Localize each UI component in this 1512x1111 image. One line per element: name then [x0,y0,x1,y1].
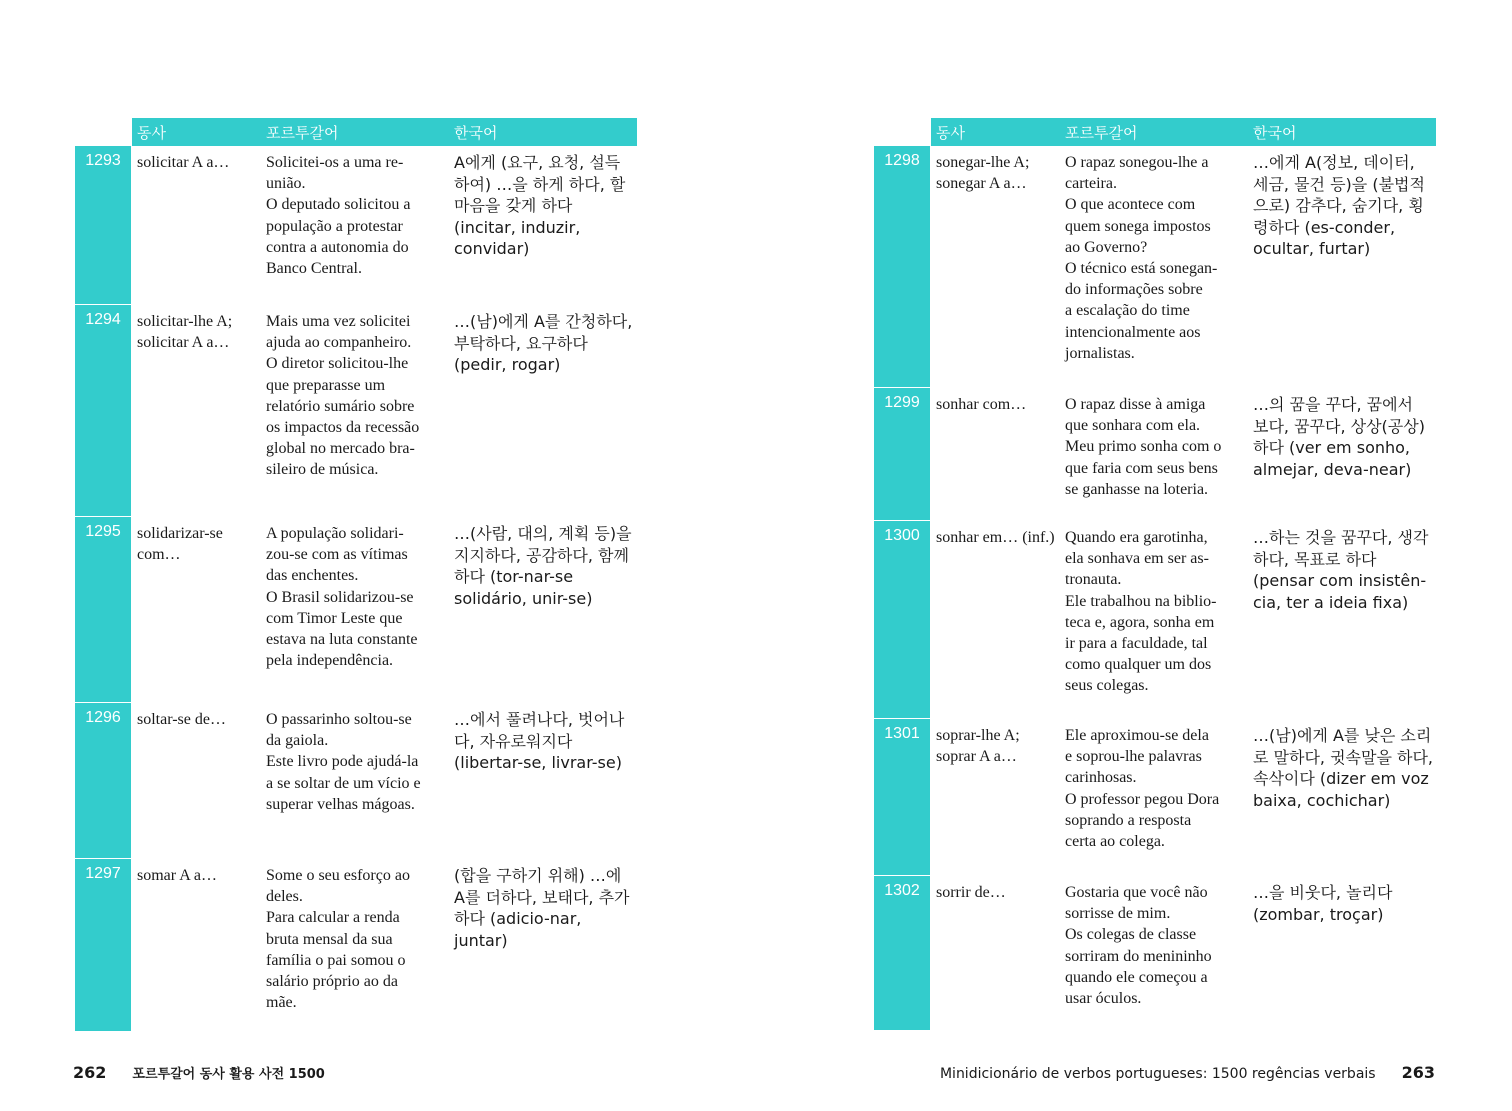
entry-examples [266,311,444,481]
entry-verb: sonhar em… (inf.) [936,529,1055,546]
example-line: contra a autonomia do [266,238,409,256]
example-line: ela sonhava em ser as- [1065,550,1209,568]
example-line: A população solidari- [266,525,404,542]
example-line: população a protestar [266,217,403,235]
example-line: pela independência. [266,652,394,670]
example-line: da gaiola. [266,732,329,750]
example-line: intencionalmente aos [1065,323,1201,341]
example-line: seus colegas. [1065,677,1149,695]
entry-korean: …(사람, 대의, 계획 등)을 지지하다, 공감하다, 함께 하다 (tor-nar-se solidário, unir-se) [454,524,632,608]
example-line: soprando a resposta [1065,811,1192,829]
entry-examples [266,152,444,279]
entry-examples [1065,152,1243,364]
entry-verb: sonhar com… [936,396,1027,413]
example-line: Os colegas de classe [1065,926,1197,944]
example-line: deles. [266,888,303,906]
example-line: Quando era garotinha, [1065,529,1208,546]
entry-list [75,146,637,1031]
example-line: zou-se com as vítimas [266,546,408,564]
entry-number: 1294 [75,305,131,516]
example-line: que faria com seus bens [1065,459,1218,477]
example-line: certa ao colega. [1065,833,1165,851]
example-line: como qualquer um dos [1065,656,1212,674]
example-line: união. [266,175,306,193]
entry-verb: somar A a… [137,867,217,884]
example-line: bruta mensal da sua [266,930,393,948]
table-header [75,118,637,146]
example-line: carteira. [1065,175,1117,193]
entry-korean: …(남)에게 A를 낮은 소리로 말하다, 귓속말을 하다, 속삭이다 (dizer em voz baixa, cochichar) [1253,726,1433,810]
entry-examples [266,709,444,815]
entry-row [874,146,1436,387]
example-line: Ele trabalhou na biblio- [1065,592,1217,610]
page-number: 262 [73,1063,107,1082]
example-line: a se soltar de um vício e [266,774,421,792]
entry-korean: …하는 것을 꿈꾸다, 생각하다, 목표로 하다 (pensar com insistên-cia, ter a ideia fixa) [1253,528,1429,612]
example-line: usar óculos. [1065,990,1142,1008]
entry-number: 1296 [75,703,131,858]
entry-verb: sorrir de… [936,884,1006,901]
entry-row [874,719,1436,875]
entry-verb: soltar-se de… [137,711,226,728]
example-line: do informações sobre [1065,281,1203,299]
entry-examples [266,523,444,671]
example-line: O Brasil solidarizou-se [266,588,414,606]
header-bar [931,118,1436,146]
right-page [874,118,1436,1030]
example-line: Some o seu esforço ao [266,867,410,884]
example-line: sileiro de música. [266,461,379,479]
right-footer [940,1063,1435,1082]
entry-examples [1065,882,1243,1009]
entry-number: 1302 [874,876,930,1030]
example-line: O rapaz sonegou-lhe a [1065,154,1209,171]
entry-verb: solidarizar-se com… [137,525,223,564]
entry-korean: …의 꿈을 꾸다, 꿈에서 보다, 꿈꾸다, 상상(공상)하다 (ver em sonho, almejar, deva-near) [1253,395,1425,479]
example-line: O técnico está sonegan- [1065,260,1218,278]
entry-examples [1065,394,1243,500]
table-header [874,118,1436,146]
example-line: estava na luta constante [266,631,418,649]
entry-list [874,146,1436,1030]
example-line: sorriram do menininho [1065,947,1212,965]
example-line: Solicitei-os a uma re- [266,154,404,171]
example-line: Meu primo sonha com o [1065,438,1222,456]
example-line: ajuda ao companheiro. [266,334,412,352]
entry-row [75,517,637,702]
example-line: O passarinho soltou-se [266,711,412,728]
entry-examples [1065,527,1243,697]
entry-number: 1297 [75,859,131,1031]
entry-examples [1065,725,1243,852]
entry-row [75,703,637,858]
entry-korean: …(남)에게 A를 간청하다, 부탁하다, 요구하다 (pedir, rogar) [454,312,633,374]
example-line: O diretor solicitou-lhe [266,355,409,373]
header-verb: 동사 [936,124,965,142]
example-line: O que acontece com [1065,196,1196,214]
example-line: tronauta. [1065,571,1122,589]
example-line: Para calcular a renda [266,909,400,927]
example-line: e soprou-lhe palavras [1065,748,1202,766]
example-line: superar velhas mágoas. [266,795,415,813]
book-title: Minidicionário de verbos portugueses: 1500 regências verbais [939,1066,1376,1082]
example-line: O deputado solicitou a [266,196,411,214]
entry-examples [266,865,444,1013]
entry-verb: solicitar A a… [137,154,230,171]
entry-row [874,876,1436,1030]
example-line: quem sonega impostos [1065,217,1211,235]
entry-number: 1300 [874,521,930,718]
example-line: com Timor Leste que [266,609,403,627]
example-line: Gostaria que você não [1065,884,1208,901]
example-line: Banco Central. [266,260,362,278]
left-footer [73,1063,325,1082]
page-number: 263 [1401,1063,1435,1082]
entry-korean: …에게 A(정보, 데이터, 세금, 물건 등)을 (불법적으로) 감추다, 숨기다, 횡령하다 (es-conder, ocultar, furtar) [1253,153,1425,258]
example-line: que preparasse um [266,376,386,394]
entry-number: 1301 [874,719,930,875]
example-line: família o pai somou o [266,951,406,969]
example-line: global no mercado bra- [266,440,415,458]
entry-row [75,305,637,516]
entry-row [75,146,637,304]
entry-korean: …을 비웃다, 놀리다 (zombar, troçar) [1253,883,1393,924]
example-line: Mais uma vez solicitei [266,313,411,330]
header-portuguese: 포르투갈어 [1065,124,1138,142]
example-line: mãe. [266,994,297,1012]
entry-number: 1299 [874,388,930,520]
example-line: a escalação do time [1065,302,1190,320]
header-portuguese: 포르투갈어 [266,124,339,142]
entry-verb: soprar-lhe A; soprar A a… [936,727,1020,766]
entry-korean: (합을 구하기 위해) …에 A를 더하다, 보태다, 추가하다 (adicio-nar, juntar) [454,866,630,950]
entry-row [874,521,1436,718]
header-verb: 동사 [137,124,166,142]
header-korean: 한국어 [1253,124,1297,142]
example-line: das enchentes. [266,567,359,585]
example-line: jornalistas. [1065,344,1135,362]
example-line: O rapaz disse à amiga [1065,396,1206,413]
example-line: Ele aproximou-se dela [1065,727,1209,744]
entry-number: 1298 [874,146,930,387]
example-line: salário próprio ao da [266,973,398,991]
example-line: que sonhara com ela. [1065,417,1201,435]
entry-verb: sonegar-lhe A; sonegar A a… [936,154,1030,193]
example-line: quando ele começou a [1065,968,1208,986]
entry-korean: A에게 (요구, 요청, 설득하여) …을 하게 하다, 할 마음을 갖게 하다 (incitar, induzir, convidar) [454,153,626,258]
entry-number: 1295 [75,517,131,702]
entry-korean: …에서 풀려나다, 벗어나다, 자유로워지다 (libertar-se, livrar-se) [454,710,625,772]
example-line: Este livro pode ajudá-la [266,753,419,771]
example-line: O professor pegou Dora [1065,790,1220,808]
left-page [75,118,637,1031]
example-line: os impactos da recessão [266,419,420,437]
entry-row [874,388,1436,520]
example-line: relatório sumário sobre [266,397,415,415]
header-bar [132,118,637,146]
book-title: 포르투갈어 동사 활용 사전 1500 [132,1067,325,1082]
entry-row [75,859,637,1031]
entry-verb: solicitar-lhe A; solicitar A a… [137,313,233,352]
header-korean: 한국어 [454,124,498,142]
example-line: carinhosas. [1065,769,1137,787]
example-line: ir para a faculdade, tal [1065,635,1208,653]
example-line: se ganhasse na loteria. [1065,480,1209,498]
entry-number: 1293 [75,146,131,304]
example-line: sorrisse de mim. [1065,905,1171,923]
example-line: teca e, agora, sonha em [1065,613,1215,631]
example-line: ao Governo? [1065,238,1148,256]
